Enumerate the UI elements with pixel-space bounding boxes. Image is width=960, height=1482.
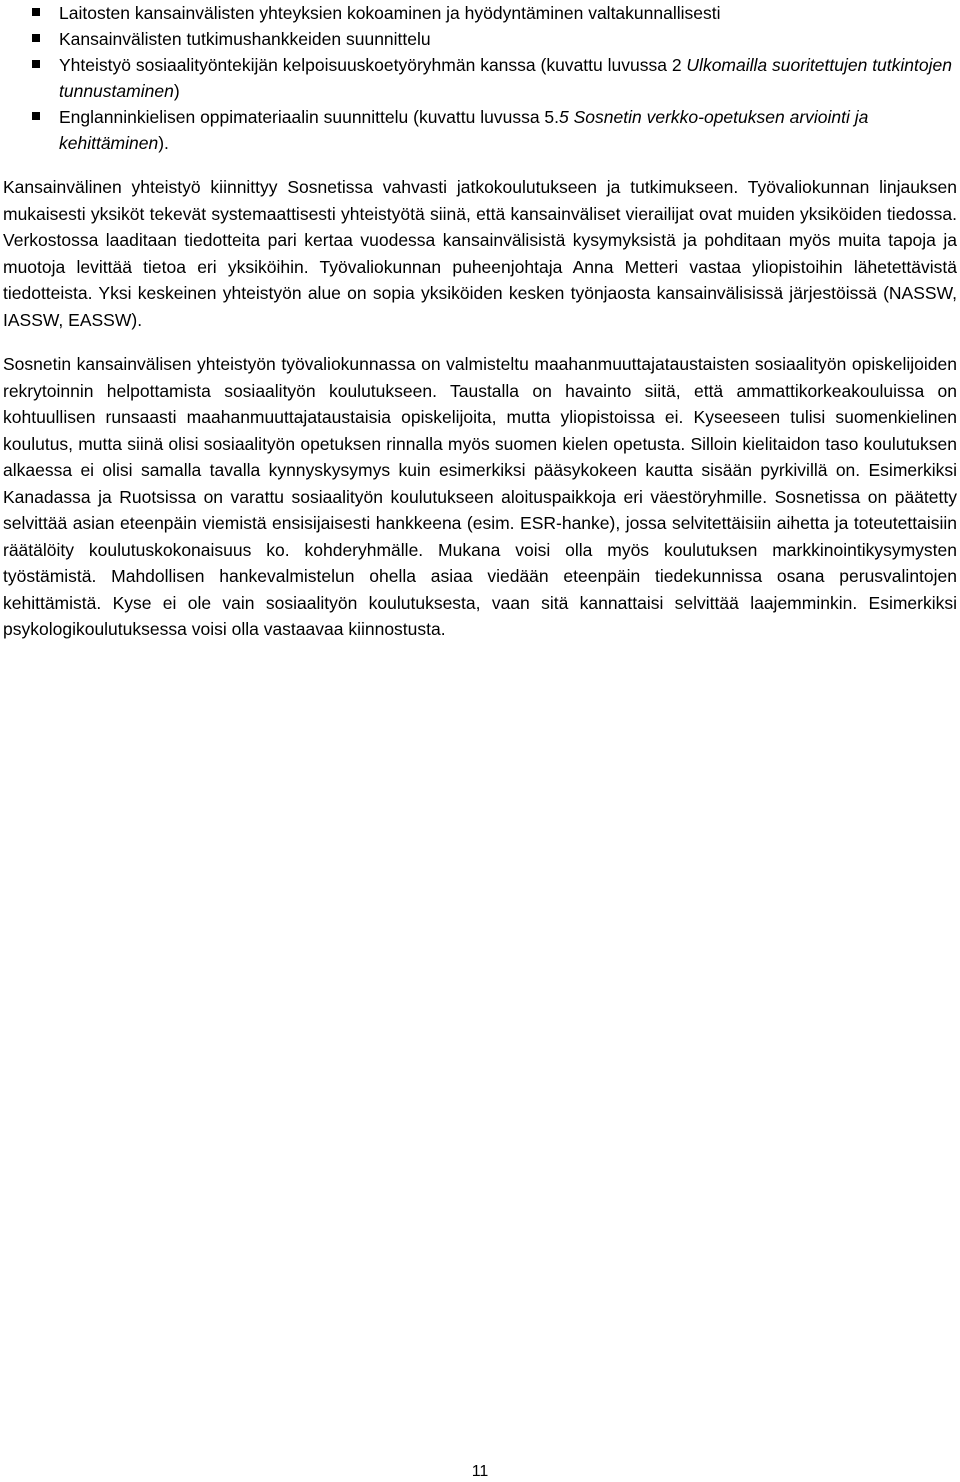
square-bullet-icon bbox=[32, 8, 40, 16]
chapter-reference: 5 Sosnetin verkko-opetuksen arviointi ja kehittäminen bbox=[59, 107, 869, 153]
list-item-text: Laitosten kansainvälisten yhteyksien kokoaminen ja hyödyntäminen valtakunnallisesti bbox=[59, 3, 721, 23]
list-item bbox=[3, 26, 957, 52]
list-item-text: Englanninkielisen oppimateriaalin suunnittelu (kuvattu luvussa 5. bbox=[59, 107, 560, 127]
body-paragraph: Sosnetin kansainvälisen yhteistyön työvaliokunnassa on valmisteltu maahanmuuttajataustaisten sosiaalityön opiskelijoiden rekrytoinnin helpottamista sosiaalityön koulutukseen. Taustalla on havainto siitä, että ammattikorkeakouluissa on kohtuullisen runsaasti maahanmuuttajataustaisia opiskelijoita, mutta yliopistoissa ei. Kyseeseen tulisi suomenkielinen koulutus, mutta siinä olisi sosiaalityön opetuksen rinnalla myös suomen kielen opetusta. Silloin kielitaidon taso koulutuksen alkaessa ei olisi samalla tavalla kynnyskysymys kuin esimerkiksi pääsykokeen kautta sisään pyrkivillä on. Esimerkiksi Kanadassa ja Ruotsissa on varattu sosiaalityön koulutukseen aloituspaikkoja eri väestöryhmille. Sosnetissa on päätetty selvittää asian eteenpäin viemistä ensisijaisesti hankkeena (esim. ESR-hanke), jossa selvitettäisiin aihetta ja toteutettaisiin räätälöity koulutuskokonaisuus ko. kohderyhmälle. Mukana voisi olla myös koulutuksen markkinointikysymysten työstämistä. Mahdollisen hankevalmistelun ohella asiaa viedään eteenpäin tiedekunnissa osana perusvalintojen kehittämistä. Kyse ei ole vain sosiaalityön koulutuksesta, vaan sitä kannattaisi selvittää laajemminkin. Esimerkiksi psykologikoulutuksessa voisi olla vastaavaa kiinnostusta. bbox=[3, 354, 957, 639]
square-bullet-icon bbox=[32, 112, 40, 120]
list-item-text: Kansainvälisten tutkimushankkeiden suunnittelu bbox=[59, 29, 431, 49]
page-content bbox=[3, 0, 957, 643]
body-paragraph: Kansainvälinen yhteistyö kiinnittyy Sosnetissa vahvasti jatkokoulutukseen ja tutkimukseen. Työvaliokunnan linjauksen mukaisesti yksiköt tekevät systemaattisesti yhteistyötä siinä, että kansainväliset vierailijat ovat muiden yksiköiden tiedossa. Verkostossa laaditaan tiedotteita pari kertaa vuodessa kansainvälisistä kysymyksistä ja pohditaan myös muita tapoja ja muotoja levittää tietoa eri yksiköihin. Työvaliokunnan puheenjohtaja Anna Metteri vastaa yliopistoihin lähetettävistä tiedotteista. Yksi keskeinen yhteistyön alue on sopia yksiköiden kesken työnjaosta kansainvälisissä järjestöissä (NASSW, IASSW, EASSW). bbox=[3, 177, 957, 330]
square-bullet-icon bbox=[32, 34, 40, 42]
page-number: 11 bbox=[471, 1463, 489, 1480]
chapter-reference: Ulkomailla suoritettujen tutkintojen tunnustaminen bbox=[59, 55, 952, 101]
list-item bbox=[3, 52, 957, 104]
list-item-text-end: ). bbox=[158, 133, 169, 153]
list-item bbox=[3, 104, 957, 156]
list-item-text: Yhteistyö sosiaalityöntekijän kelpoisuuskoetyöryhmän kanssa (kuvattu luvussa 2 bbox=[59, 55, 687, 75]
list-item bbox=[3, 0, 957, 26]
square-bullet-icon bbox=[32, 60, 40, 68]
bullet-list bbox=[3, 0, 957, 156]
list-item-text-end: ) bbox=[173, 81, 180, 101]
